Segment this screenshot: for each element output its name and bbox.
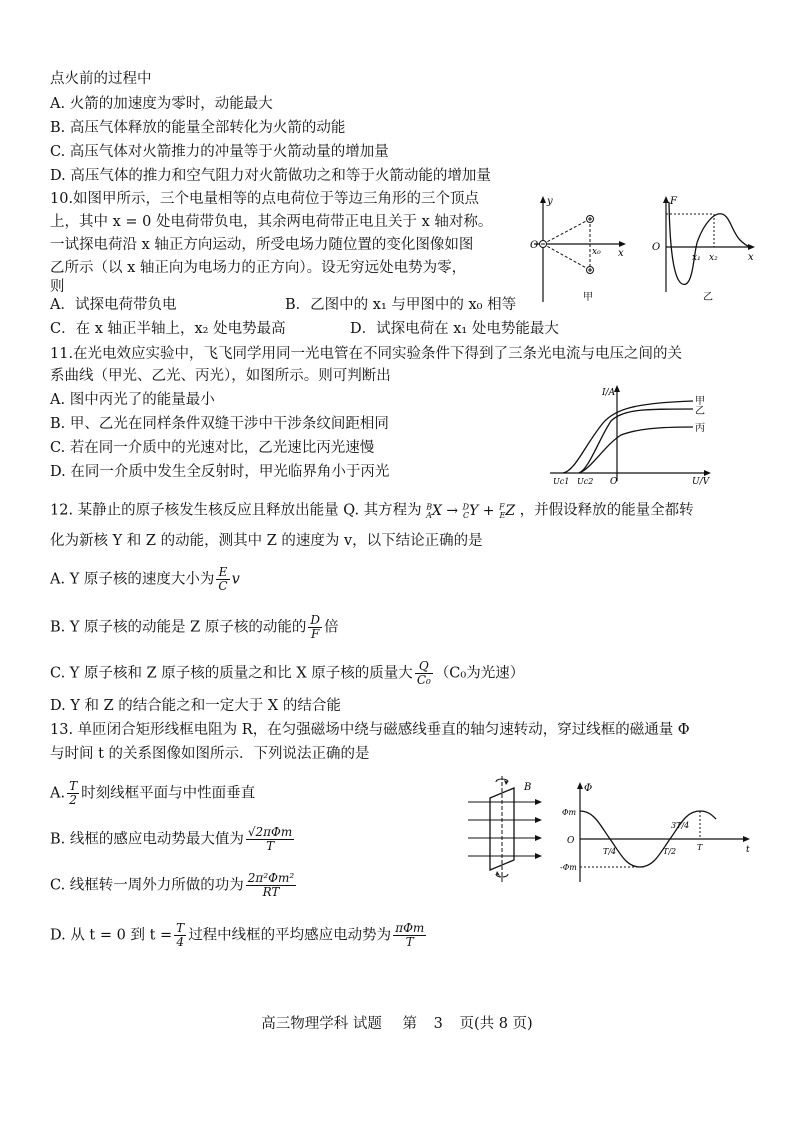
coil-b-label: B bbox=[524, 782, 532, 793]
iv-uc1-label: Uc1 bbox=[553, 477, 570, 486]
jia-x0-label: x₀ bbox=[592, 247, 601, 257]
q11-option-a: A. 图中丙光了的能量最小 bbox=[50, 392, 215, 408]
q13-option-a bbox=[50, 780, 255, 807]
q13-d-fraction-1 bbox=[174, 922, 186, 949]
q12-a-post: v bbox=[231, 571, 240, 588]
jia-origin-label: O bbox=[530, 240, 539, 251]
q13-d-mid: 过程中线框的平均感应电动势为 bbox=[188, 927, 392, 944]
q13-coil-figure bbox=[462, 774, 552, 884]
q11-option-c: C. 若在同一介质中的光速对比，乙光速比丙光速慢 bbox=[50, 440, 375, 456]
q12-option-c bbox=[50, 660, 524, 687]
footer-page-number: 3 bbox=[433, 1016, 443, 1032]
footer-di: 第 bbox=[402, 1016, 417, 1032]
q12-b-num: D bbox=[310, 613, 320, 627]
q9-option-c: C. 高压气体对火箭推力的冲量等于火箭动量的增加量 bbox=[50, 144, 389, 160]
yi-x2-label: x₂ bbox=[709, 253, 718, 263]
q9-option-a: A. 火箭的加速度为零时，动能最大 bbox=[50, 96, 273, 112]
q12-b-fraction bbox=[308, 614, 322, 641]
q10-line-3: 一试探电荷沿 x 轴正方向运动，所受电场力随位置的变化图像如图 bbox=[50, 237, 474, 253]
yi-origin-label: O bbox=[652, 242, 661, 253]
intro-line: 点火前的过程中 bbox=[50, 71, 152, 87]
q13-line-2: 与时间 t 的关系图像如图所示．下列说法正确的是 bbox=[50, 746, 370, 762]
q12-line-1 bbox=[50, 498, 694, 525]
q10-figure-yi bbox=[648, 192, 758, 307]
flux-t1-label: T/4 bbox=[603, 847, 617, 856]
footer-subject: 高三物理学科 试题 bbox=[261, 1016, 382, 1032]
q12-line-1-a: 12. 某静止的原子核发生核反应且释放出能量 Q. 其方程为 bbox=[50, 502, 422, 519]
q10-line-4: 乙所示（以 x 轴正向为电场力的正方向）。设无穷远处电势为零， bbox=[50, 260, 467, 276]
q13-option-b bbox=[50, 826, 296, 853]
q13-line-1: 13. 单匝闭合矩形线框电阻为 R，在匀强磁场中绕与磁感线垂直的轴匀速转动，穿过线框的磁通量 Φ bbox=[50, 722, 690, 738]
q12-c-den: C₀ bbox=[416, 673, 431, 687]
q11-option-b: B. 甲、乙光在同样条件双缝干涉中干涉条纹间距相同 bbox=[50, 416, 389, 432]
q11-line-1: 11.在光电效应实验中，飞飞同学用同一光电管在不同实验条件下得到了三条光电流与电压之间的关 bbox=[50, 346, 683, 362]
q13-a-post: 时刻线框平面与中性面垂直 bbox=[81, 785, 256, 802]
q13-flux-figure bbox=[560, 778, 760, 888]
q12-b-den: F bbox=[311, 627, 320, 641]
q12-option-a bbox=[50, 566, 240, 593]
q12-option-d: D. Y 和 Z 的结合能之和一定大于 X 的结合能 bbox=[50, 698, 341, 714]
q13-option-d bbox=[50, 922, 428, 949]
q11-iv-figure bbox=[545, 383, 715, 488]
page-footer bbox=[0, 1012, 794, 1033]
q10-option-b: B．乙图中的 x₁ 与甲图中的 x₀ 相等 bbox=[285, 297, 517, 313]
q13-a-fraction bbox=[67, 780, 79, 807]
q12-line-1-b: ，并假设释放的能量全都转 bbox=[519, 502, 694, 519]
yi-x1-label: x₁ bbox=[692, 253, 701, 263]
q10-line-5: 则 bbox=[50, 279, 65, 295]
q13-c-fraction bbox=[246, 872, 296, 899]
iv-uc2-label: Uc2 bbox=[577, 477, 594, 486]
q10-line-2: 上，其中 x = 0 处电荷带负电，其余两电荷带正电且关于 x 轴对称。 bbox=[50, 214, 493, 230]
q13-d-fraction-2 bbox=[393, 922, 426, 949]
q12-b-text: B. Y 原子核的动能是 Z 原子核的动能的 bbox=[50, 619, 307, 636]
q10-option-c: C．在 x 轴正半轴上，x₂ 处电势最高 bbox=[50, 321, 286, 337]
q13-option-c bbox=[50, 872, 298, 899]
q13-b-den: T bbox=[266, 839, 275, 853]
flux-t2-label: T/2 bbox=[663, 847, 677, 856]
flux-y-label: Φ bbox=[584, 783, 593, 794]
flux-t4-label: T bbox=[697, 843, 703, 852]
yi-y-label: F bbox=[670, 196, 677, 207]
q12-option-b bbox=[50, 614, 338, 641]
q10-option-a: A．试探电荷带负电 bbox=[50, 297, 177, 313]
q13-a-den: 2 bbox=[69, 793, 77, 807]
flux-phim-label: Φm bbox=[562, 808, 577, 817]
q9-option-b: B. 高压气体释放的能量全部转化为火箭的动能 bbox=[50, 120, 346, 136]
q12-a-num: E bbox=[216, 566, 229, 580]
q12-c-text: C. Y 原子核和 Z 原子核的质量之和比 X 原子核的质量大 bbox=[50, 665, 413, 682]
q13-a-num: T bbox=[69, 779, 78, 793]
q13-b-text: B. 线框的感应电动势最大值为 bbox=[50, 831, 244, 848]
q13-d-num-1: T bbox=[176, 921, 185, 935]
footer-total-pages: 页(共 8 页) bbox=[459, 1016, 533, 1032]
q13-c-den: RT bbox=[262, 885, 280, 899]
q12-a-fraction bbox=[216, 566, 229, 593]
iv-jia-label: 甲 bbox=[695, 396, 705, 407]
iv-yi-label: 乙 bbox=[695, 406, 705, 417]
q13-d-den-1: 4 bbox=[176, 935, 184, 949]
q12-c-fraction bbox=[415, 660, 433, 687]
iv-y-label: I/A bbox=[602, 388, 616, 398]
q10-option-d: D．试探电荷在 x₁ 处电势能最大 bbox=[350, 321, 559, 337]
yi-caption: 乙 bbox=[703, 292, 713, 303]
iv-x-label: U/V bbox=[692, 477, 710, 487]
q12-c-num: Q bbox=[415, 660, 433, 674]
q11-option-d: D. 在同一介质中发生全反射时，甲光临界角小于丙光 bbox=[50, 464, 390, 480]
q13-c-num: 2π²Φm² bbox=[247, 871, 295, 885]
q13-d-num-2: πΦm bbox=[395, 921, 425, 935]
iv-origin-label: O bbox=[610, 477, 618, 487]
q12-a-den: C bbox=[218, 579, 228, 593]
iv-bing-label: 丙 bbox=[695, 423, 705, 434]
q11-line-2: 系曲线（甲光、乙光、丙光），如图所示。则可判断出 bbox=[50, 368, 391, 384]
jia-x-label: x bbox=[618, 248, 624, 259]
nuclear-equation: $^B_A$X → $^D_C$Y + $^F_E$Z bbox=[426, 502, 520, 521]
flux-t3-label: 3T/4 bbox=[671, 821, 690, 830]
flux-origin-label: O bbox=[567, 836, 575, 846]
jia-caption: 甲 bbox=[583, 292, 593, 303]
flux-x-label: t bbox=[746, 845, 750, 855]
q10-figure-jia bbox=[528, 192, 628, 307]
yi-x-label: x bbox=[748, 252, 754, 263]
q13-b-fraction bbox=[246, 826, 294, 853]
q13-d-den-2: T bbox=[405, 935, 414, 949]
flux-neg-phim-label: -Φm bbox=[560, 863, 577, 872]
q12-line-2: 化为新核 Y 和 Z 的动能，测其中 Z 的速度为 v，以下结论正确的是 bbox=[50, 533, 483, 549]
q10-line-1: 10.如图甲所示，三个电量相等的点电荷位于等边三角形的三个顶点 bbox=[50, 191, 480, 207]
q9-option-d: D. 高压气体的推力和空气阻力对火箭做功之和等于火箭动能的增加量 bbox=[50, 168, 491, 184]
q12-c-post: （C₀为光速） bbox=[434, 665, 525, 682]
jia-y-label: y bbox=[547, 196, 553, 207]
q13-a-text: A. bbox=[50, 785, 66, 802]
q13-b-num: √2πΦm bbox=[247, 825, 293, 839]
q13-c-text: C. 线框转一周外力所做的功为 bbox=[50, 877, 244, 894]
q12-a-text: A. Y 原子核的速度大小为 bbox=[50, 571, 215, 588]
q12-b-post: 倍 bbox=[323, 619, 339, 636]
q13-d-text: D. 从 t = 0 到 t = bbox=[50, 927, 173, 944]
